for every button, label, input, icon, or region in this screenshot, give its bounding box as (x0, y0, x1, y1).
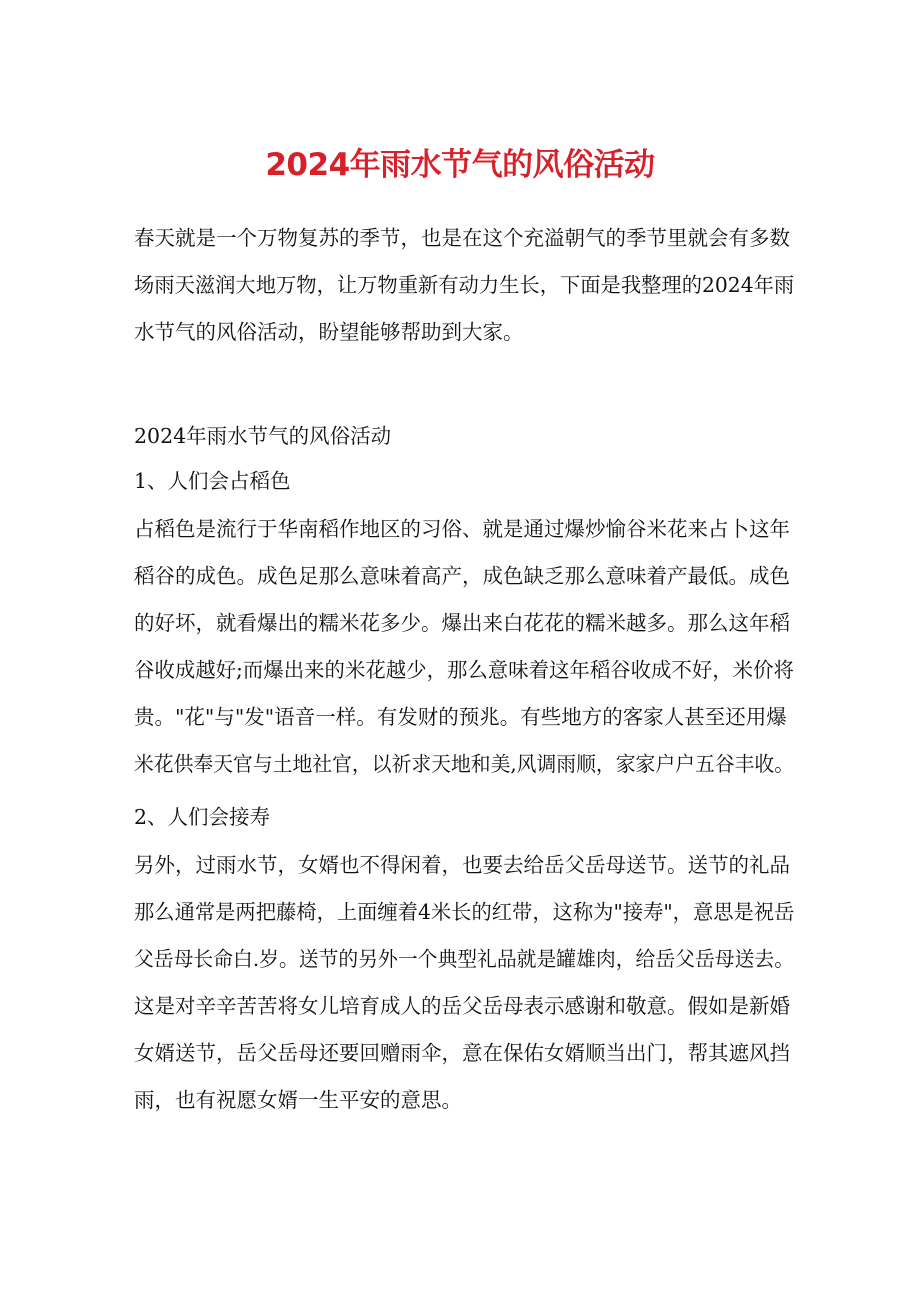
intro-paragraph (134, 215, 794, 356)
intro-line: 场雨天滋润大地万物，让万物重新有动力生长，下面是我整理的2024年雨 (134, 273, 795, 297)
section1-line: 稻谷的成色。成色足那么意味着高产，成色缺乏那么意味着产最低。成色 (134, 564, 790, 588)
intro-line: 春天就是一个万物复苏的季节，也是在这个充溢朝气的季节里就会有多数 (134, 226, 790, 250)
section2-paragraph (134, 842, 794, 1124)
section2-line: 那么通常是两把藤椅，上面缠着4米长的红带，这称为"接寿"，意思是祝岳 (134, 900, 795, 924)
section2-line: 这是对辛辛苦苦将女儿培育成人的岳父岳母表示感谢和敬意。假如是新婚 (134, 994, 790, 1018)
section2-line: 雨，也有祝愿女婿一生平安的意思。 (134, 1088, 462, 1112)
section1-line: 贵。"花"与"发"语音一样。有发财的预兆。有些地方的客家人甚至还用爆 (134, 705, 787, 729)
section-subtitle: 2024年雨水节气的风俗活动 (134, 424, 392, 448)
document-title: 2024年雨水节气的风俗活动 (265, 147, 655, 183)
section2-line: 父岳母长命白.岁。送节的另外一个典型礼品就是罐雄肉，给岳父岳母送去。 (134, 947, 795, 971)
intro-line: 水节气的风俗活动，盼望能够帮助到大家。 (134, 320, 524, 344)
section1-paragraph (134, 506, 794, 788)
section1-line: 的好坏，就看爆出的糯米花多少。爆出来白花花的糯米越多。那么这年稻 (134, 611, 790, 635)
section1-heading: 1、人们会占稻色 (134, 469, 291, 493)
section1-line: 占稻色是流行于华南稻作地区的习俗、就是通过爆炒愉谷米花来占卜这年 (134, 517, 790, 541)
section2-line: 女婿送节，岳父岳母还要回赠雨伞，意在保佑女婿顺当出门，帮其遮风挡 (134, 1041, 790, 1065)
section2-heading: 2、人们会接寿 (134, 805, 271, 829)
section2-line: 另外，过雨水节，女婿也不得闲着，也要去给岳父岳母送节。送节的礼品 (134, 853, 790, 877)
section1-line: 米花供奉天官与土地社官，以祈求天地和美,风调雨顺，家家户户五谷丰收。 (134, 752, 795, 776)
section1-line: 谷收成越好;而爆出来的米花越少，那么意味着这年稻谷收成不好，米价将 (134, 658, 794, 682)
